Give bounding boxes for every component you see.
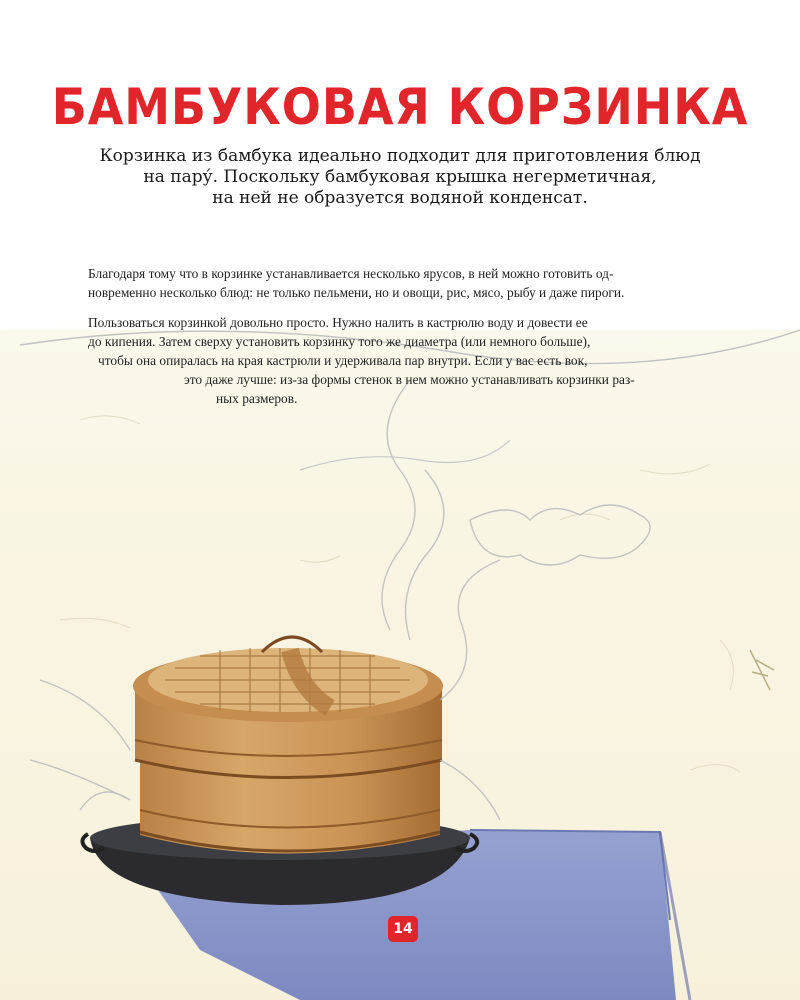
paragraph-line: новременно несколько блюд: не только пельмени, но и овощи, рис, мясо, рыбу и даже пироги. — [88, 285, 625, 300]
paragraph-usage — [88, 313, 732, 408]
paragraph-line: до кипения. Затем сверху установить корзинку того же диаметра (или немного больше), — [88, 334, 591, 349]
paragraph-line: чтобы она опиралась на края кастрюли и удерживала пар внутри. Если у вас есть вок, — [98, 353, 588, 368]
paragraph-line: это даже лучше: из-за формы стенок в нем можно устанавливать корзинки раз- — [184, 372, 635, 387]
subtitle-line: на ней не образуется водяной конденсат. — [212, 188, 588, 208]
page-number: 14 — [388, 916, 418, 942]
paragraph-line: ных размеров. — [216, 391, 298, 406]
paragraph-multiple-tiers — [88, 264, 732, 302]
subtitle-line: на пару́. Поскольку бамбуковая крышка негерметичная, — [143, 167, 657, 187]
paragraph-line: Пользоваться корзинкой довольно просто. Нужно налить в кастрюлю воду и довести ее — [88, 315, 588, 330]
subtitle-line: Корзинка из бамбука идеально подходит для приготовления блюд — [99, 146, 701, 166]
page-title: БАМБУКОВАЯ КОРЗИНКА — [51, 78, 749, 136]
subtitle — [80, 146, 720, 209]
paragraph-line: Благодаря тому что в корзинке устанавливается несколько ярусов, в ней можно готовить од- — [88, 266, 614, 281]
